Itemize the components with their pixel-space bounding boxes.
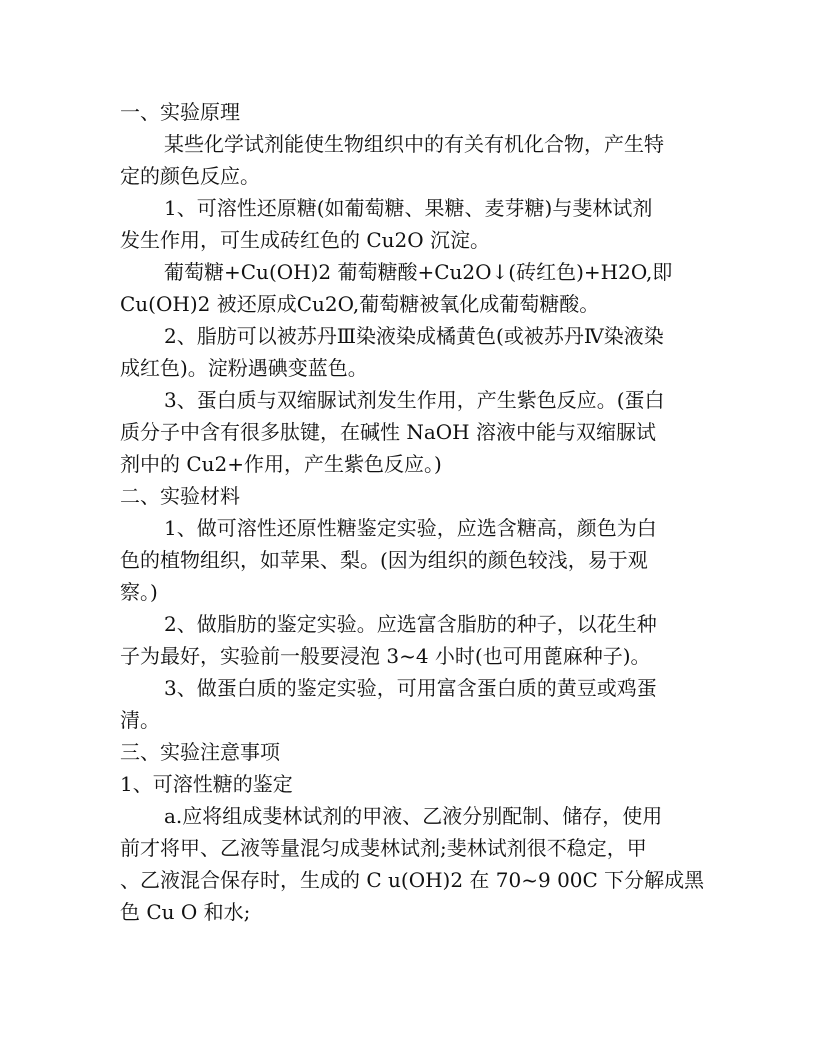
text-line: 某些化学试剂能使生物组织中的有关有机化合物，产生特 [164,132,664,156]
text-line: 2、做脂肪的鉴定实验。应选富含脂肪的种子，以花生种 [164,612,657,636]
text-line: 3、蛋白质与双缩脲试剂发生作用，产生紫色反应。(蛋白 [164,388,665,412]
text-line: 2、脂肪可以被苏丹Ⅲ染液染成橘黄色(或被苏丹Ⅳ染液染 [164,324,664,348]
text-line: 色的植物组织，如苹果、梨。(因为组织的颜色较浅，易于观 [120,548,648,572]
section-heading: 三、实验注意事项 [120,740,280,764]
text-line: 葡萄糖+Cu(OH)2 葡萄糖酸+Cu2O↓(砖红色)+H2O,即 [164,260,673,284]
text-line: a.应将组成斐林试剂的甲液、乙液分别配制、储存，使用 [164,804,663,828]
text-line: 清。 [120,708,160,732]
text-line: 子为最好，实验前一般要浸泡 3~4 小时(也可用蓖麻种子)。 [120,644,651,668]
section-heading: 一、实验原理 [120,100,240,124]
subsection-heading: 1、可溶性糖的鉴定 [120,772,293,796]
text-line: 质分子中含有很多肽键，在碱性 NaOH 溶液中能与双缩脲试 [120,420,656,444]
text-line: 剂中的 Cu2+作用，产生紫色反应。) [120,452,442,476]
text-line: 成红色)。淀粉遇碘变蓝色。 [120,356,368,380]
text-line: 发生作用，可生成砖红色的 Cu2O 沉淀。 [120,228,491,252]
section-heading: 二、实验材料 [120,484,240,508]
text-line: 1、做可溶性还原性糖鉴定实验，应选含糖高，颜色为白 [164,516,657,540]
text-line: Cu(OH)2 被还原成Cu2O,葡萄糖被氧化成葡萄糖酸。 [120,292,600,316]
text-line: 前才将甲、乙液等量混匀成斐林试剂;斐林试剂很不稳定，甲 [120,836,647,860]
text-line: 1、可溶性还原糖(如葡萄糖、果糖、麦芽糖)与斐林试剂 [164,196,653,220]
text-line: 色 Cu O 和水; [120,900,251,924]
document-content [120,96,705,928]
text-line: 察。) [120,580,158,604]
text-line: 、乙液混合保存时，生成的 C u(OH)2 在 70~9 00C 下分解成黑 [120,868,705,892]
text-line: 定的颜色反应。 [120,164,260,188]
text-line: 3、做蛋白质的鉴定实验，可用富含蛋白质的黄豆或鸡蛋 [164,676,657,700]
